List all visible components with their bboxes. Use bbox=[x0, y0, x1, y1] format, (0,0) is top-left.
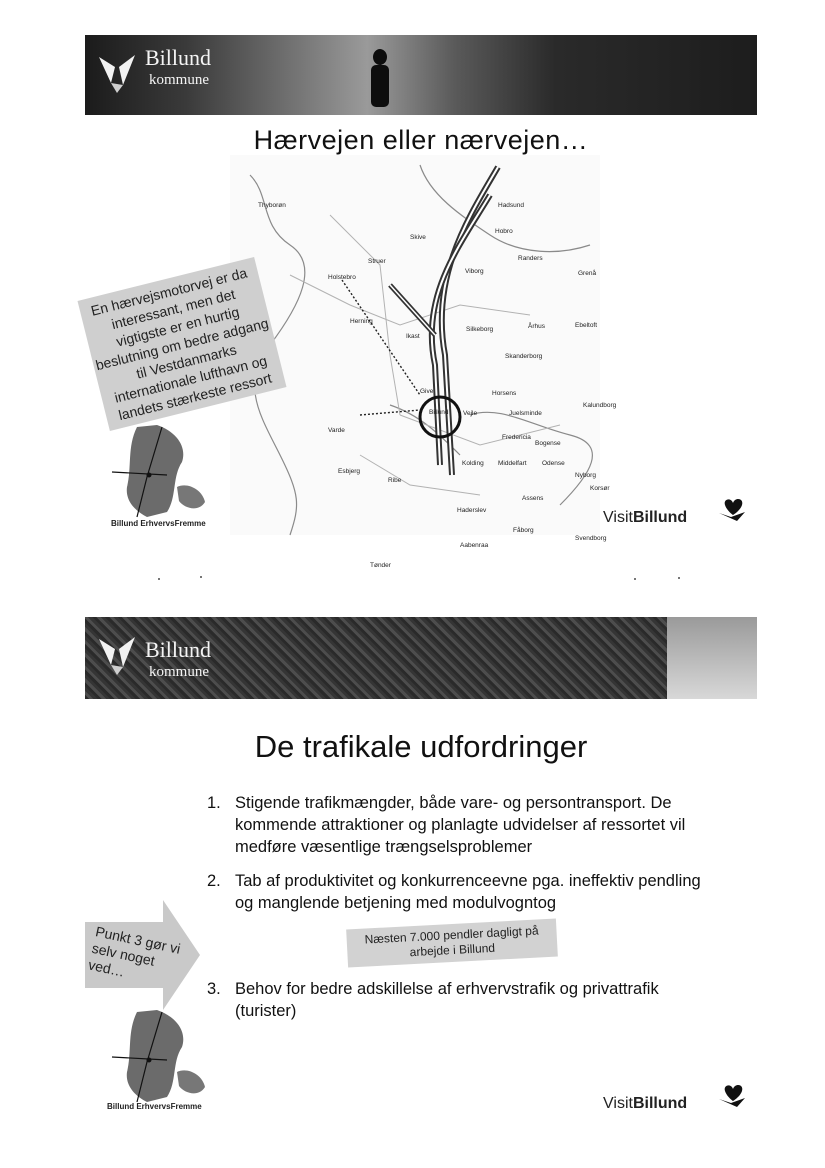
map-town-label: Kolding bbox=[462, 460, 484, 467]
map-town-label: Esbjerg bbox=[338, 468, 361, 475]
house-photo-area bbox=[667, 617, 757, 699]
map-town-label: Svendborg bbox=[575, 535, 607, 542]
map-town-label: Vejle bbox=[463, 410, 478, 417]
denmark-mini-map bbox=[107, 1002, 215, 1112]
map-town-label: Juelsminde bbox=[509, 410, 542, 417]
brand-name: Billund kommune bbox=[145, 637, 212, 680]
slide-2 bbox=[85, 617, 757, 1132]
commuter-note: Næsten 7.000 pendler dagligt på arbejde i Billund bbox=[346, 919, 558, 968]
scan-speck bbox=[158, 578, 160, 580]
erhvervsfremme-label: Billund ErhvervsFremme bbox=[111, 519, 206, 528]
map-town-label: Struer bbox=[368, 258, 386, 265]
map-town-label: Aabenraa bbox=[460, 542, 489, 549]
scan-speck bbox=[634, 578, 636, 580]
visitbillund-logo: VisitBillund bbox=[603, 509, 688, 526]
map-town-label: Korsør bbox=[590, 485, 610, 492]
map-town-label: Odense bbox=[542, 460, 565, 467]
figure-silhouette bbox=[335, 35, 425, 115]
map-town-label: Ribe bbox=[388, 477, 402, 484]
header-banner bbox=[85, 617, 757, 699]
map-town-label: Århus bbox=[528, 323, 545, 330]
billund-logo-icon bbox=[97, 631, 137, 675]
map-town-label: Ikast bbox=[406, 333, 420, 340]
map-town-label: Randers bbox=[518, 255, 543, 262]
map-town-label: Herning bbox=[350, 318, 373, 325]
map-town-label: Ebeltoft bbox=[575, 322, 598, 329]
slide-title: De trafikale udfordringer bbox=[254, 729, 588, 764]
map-town-label: Tønder bbox=[370, 562, 391, 569]
map-town-label: Viborg bbox=[465, 268, 484, 275]
list-item: 1. Stigende trafikmængder, både vare- og persontransport. De kommende attraktioner og planlagte udvidelser af ressortet vil medføre væsentlige trængselsproblemer bbox=[207, 794, 686, 856]
scan-speck bbox=[200, 576, 202, 578]
callout-note: En hærvejsmotorvej er da interessant, men det vigtigste er en hurtig beslutning om bedre adgang til Vestdanmarks internationale lufthavn og landets stærkeste ressort bbox=[77, 257, 286, 431]
map-town-label: Haderslev bbox=[457, 507, 487, 514]
jutland-map bbox=[230, 155, 617, 569]
list-item: 3. Behov for bedre adskillelse af erhvervstrafik og privattrafik (turister) bbox=[207, 980, 659, 1020]
visitbillund-heart-icon bbox=[717, 1081, 749, 1107]
slide-title: Hærvejen eller nærvejen… bbox=[253, 125, 589, 155]
map-town-label: Bogense bbox=[535, 440, 561, 447]
map-town-label: Kalundborg bbox=[583, 402, 617, 409]
map-town-label: Nyborg bbox=[575, 472, 596, 479]
map-town-label: Holstebro bbox=[328, 274, 356, 281]
list-item: 2. Tab af produktivitet og konkurrenceevne pga. ineffektiv pendling og manglende betjening med modulvogntog bbox=[207, 872, 701, 912]
map-town-label: Fåborg bbox=[513, 527, 534, 534]
map-town-label: Varde bbox=[328, 427, 345, 434]
map-town-label: Skanderborg bbox=[505, 353, 543, 360]
map-town-label: Silkeborg bbox=[466, 326, 494, 333]
brand-name: Billund kommune bbox=[145, 45, 212, 88]
map-town-label: Assens bbox=[522, 495, 544, 502]
slide-1 bbox=[85, 35, 757, 569]
map-town-label: Hobro bbox=[495, 228, 513, 235]
scan-speck bbox=[678, 577, 680, 579]
header-banner bbox=[85, 35, 757, 115]
map-town-label: Thyborøn bbox=[258, 202, 286, 209]
visitbillund-logo: VisitBillund bbox=[603, 1095, 688, 1112]
map-town-label: Give bbox=[420, 388, 434, 395]
challenge-list bbox=[199, 792, 719, 1034]
map-town-label: Skive bbox=[410, 234, 426, 241]
map-town-label: Middelfart bbox=[498, 460, 527, 467]
arrow-text: Punkt 3 gør vi selv noget ved… bbox=[86, 923, 182, 980]
map-town-label: Fredericia bbox=[502, 434, 531, 441]
denmark-mini-map bbox=[107, 417, 215, 527]
map-town-label: Horsens bbox=[492, 390, 517, 397]
map-town-label: Hadsund bbox=[498, 202, 525, 209]
erhvervsfremme-label: Billund ErhvervsFremme bbox=[107, 1102, 202, 1111]
visitbillund-heart-icon bbox=[717, 495, 749, 521]
map-town-label: Billund bbox=[429, 409, 449, 416]
map-town-label: Grenå bbox=[578, 270, 597, 277]
billund-logo-icon bbox=[97, 49, 137, 93]
